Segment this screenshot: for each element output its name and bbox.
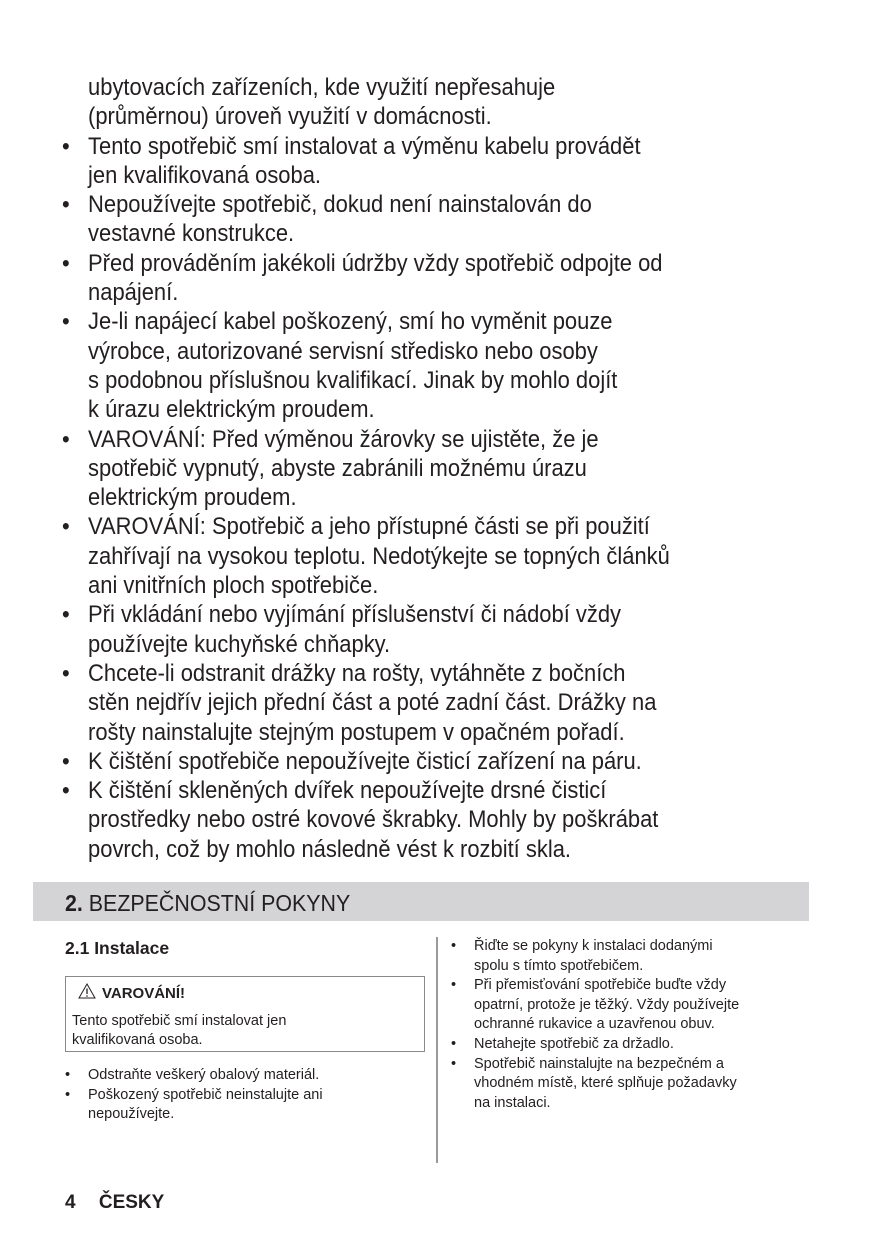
bullet-icon: •	[62, 602, 70, 629]
text-line: výrobce, autorizované servisní středisko nebo osoby	[88, 338, 598, 365]
bullet-icon: •	[62, 250, 70, 277]
continuation-paragraph	[62, 74, 825, 133]
text-line: vhodném místě, které splňuje požadavky	[474, 1075, 737, 1092]
bullet-icon: •	[62, 426, 70, 453]
warning-title: VAROVÁNÍ!	[102, 984, 186, 1002]
text-line: stěn nejdřív jejich přední část a poté zadní část. Drážky na	[88, 690, 657, 717]
language-label: ČESKY	[98, 1192, 165, 1213]
bullet-icon: •	[451, 1035, 457, 1052]
bullet-icon: •	[451, 977, 457, 994]
text-line: ubytovacích zařízeních, kde využití nepřesahuje	[88, 75, 556, 101]
list-item	[62, 777, 825, 865]
warning-box	[65, 976, 425, 1052]
text-line: Nepoužívejte spotřebič, dokud není nainstalován do	[88, 192, 592, 219]
list-item	[62, 660, 825, 748]
list-item	[62, 748, 825, 777]
text-line: ochranné rukavice a uzavřenou obuv.	[474, 1016, 715, 1033]
warning-line: Tento spotřebič smí instalovat jen	[72, 1013, 287, 1029]
text-line: VAROVÁNÍ: Před výměnou žárovky se ujistěte, že je	[88, 426, 599, 453]
bullet-icon: •	[62, 748, 70, 775]
text-line: povrch, což by mohlo následně vést k rozbití skla.	[88, 836, 572, 863]
bullet-icon: •	[62, 660, 70, 687]
text-line: k úrazu elektrickým proudem.	[88, 397, 375, 424]
text-line: ani vnitřních ploch spotřebiče.	[88, 573, 379, 600]
left-bullet-list	[65, 1066, 425, 1125]
text-line: spolu s tímto spotřebičem.	[474, 957, 644, 974]
bullet-icon: •	[65, 1067, 71, 1083]
bullet-icon: •	[451, 938, 457, 954]
list-item	[62, 308, 825, 425]
list-item	[65, 1066, 425, 1086]
text-line: vestavné konstrukce.	[88, 221, 295, 248]
subsection-title: 2.1 Instalace	[65, 938, 170, 958]
text-line: používejte kuchyňské chňapky.	[88, 631, 391, 658]
text-line: na instalaci.	[474, 1094, 551, 1111]
text-line: Řiďte se pokyny k instalaci dodanými	[474, 938, 713, 954]
section-title-text: BEZPEČNOSTNÍ POKYNY	[88, 890, 351, 916]
text-line: Před prováděním jakékoli údržby vždy spotřebič odpojte od	[88, 250, 663, 277]
text-line: Poškozený spotřebič neinstalujte ani	[88, 1086, 323, 1103]
text-line: prostředky nebo ostré kovové škrabky. Mohly by poškrábat	[88, 807, 659, 834]
bullet-icon: •	[65, 1086, 71, 1103]
safety-bullet-list	[62, 133, 825, 865]
right-column	[451, 937, 811, 1113]
section-title	[65, 889, 350, 917]
list-item	[451, 937, 811, 976]
bullet-icon: •	[62, 133, 70, 160]
text-line: Při vkládání nebo vyjímání příslušenství či nádobí vždy	[88, 602, 622, 629]
text-line: Tento spotřebič smí instalovat a výměnu kabelu provádět	[88, 133, 641, 160]
text-line: K čištění spotřebiče nepoužívejte čisticí zařízení na páru.	[88, 748, 642, 775]
left-column	[65, 1066, 425, 1125]
text-line: spotřebič vypnutý, abyste zabránili možnému úrazu	[88, 455, 587, 482]
text-line: Je-li napájecí kabel poškozený, smí ho vyměnit pouze	[88, 309, 613, 336]
bullet-icon: •	[62, 778, 70, 805]
text-line: nepoužívejte.	[88, 1106, 175, 1123]
warning-triangle-icon	[78, 983, 96, 1003]
bullet-icon: •	[62, 192, 70, 219]
list-item	[62, 513, 825, 601]
text-line: Při přemisťování spotřebiče buďte vždy	[474, 977, 727, 994]
list-item	[62, 133, 825, 192]
text-line: s podobnou příslušnou kvalifikací. Jinak by mohlo dojít	[88, 367, 618, 394]
text-line: K čištění skleněných dvířek nepoužívejte drsné čisticí	[88, 778, 607, 805]
text-line: jen kvalifikovaná osoba.	[88, 162, 322, 189]
bullet-icon: •	[451, 1055, 457, 1072]
text-line: zahřívají na vysokou teplotu. Nedotýkejte se topných článků	[88, 543, 670, 570]
list-item	[65, 1086, 425, 1125]
list-item	[451, 1055, 811, 1114]
main-text-block	[62, 74, 825, 865]
list-item	[451, 1035, 811, 1055]
text-line: Odstraňte veškerý obalový materiál.	[88, 1067, 320, 1083]
bullet-icon: •	[62, 309, 70, 336]
list-item	[62, 191, 825, 250]
column-divider	[436, 937, 438, 1163]
warning-line: kvalifikovaná osoba.	[72, 1032, 203, 1048]
text-line: Netahejte spotřebič za držadlo.	[474, 1035, 674, 1052]
page-footer	[65, 1192, 164, 1214]
list-item	[62, 426, 825, 514]
text-line: VAROVÁNÍ: Spotřebič a jeho přístupné části se při použití	[88, 514, 650, 541]
text-line: (průměrnou) úroveň využití v domácnosti.	[88, 104, 492, 131]
right-bullet-list	[451, 937, 811, 1113]
warning-header	[78, 983, 185, 1003]
list-item	[62, 601, 825, 660]
page-number: 4	[65, 1192, 76, 1213]
text-line: Chcete-li odstranit drážky na rošty, vytáhněte z bočních	[88, 660, 626, 687]
text-line: Spotřebič nainstalujte na bezpečném a	[474, 1055, 724, 1072]
text-line: elektrickým proudem.	[88, 485, 297, 512]
text-line: rošty nainstalujte stejným postupem v opačném pořadí.	[88, 719, 625, 746]
warning-body	[72, 1012, 417, 1050]
text-line: opatrní, protože je těžký. Vždy používejte	[474, 996, 740, 1013]
bullet-icon: •	[62, 514, 70, 541]
section-number: 2.	[65, 890, 83, 916]
list-item	[62, 250, 825, 309]
list-item	[451, 976, 811, 1035]
text-line: napájení.	[88, 280, 179, 307]
